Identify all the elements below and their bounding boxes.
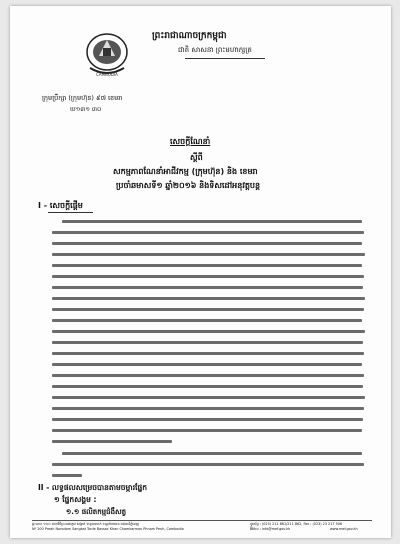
section-2-subsubheading: ១.១ ផលិតកម្មជំងឺសត្វ [66,508,127,516]
footer-address-en: Nº 200 Preah Norodom Sangkat Tonle Bassac Khan Chamkarmon Phnom Penh, Cambodia [32,527,184,531]
document-page [10,6,391,538]
kingdom-motto: ជាតិ សាសនា ព្រះមហាក្សត្រ [178,46,252,54]
section-2-subheading: ១ ផ្នែកសង្គម : [54,495,97,504]
footer-email: អ៊ីម៉ែល : info@mef.gov.kh [250,527,291,531]
ministry-seal-logo [82,28,132,82]
document-title-line4: ប្រចាំឆមាសទី១ ឆ្នាំ២០១៦ និងទិសដៅអនុវត្តបន្ត [116,181,261,190]
footer-phone: ទូរស័ព្ទ : (023) 211 861/211 862, Fax : (023) 23 217 506 [250,522,343,526]
section-1-underline [48,212,93,213]
document-title-line2: ស្តីពី [190,153,203,162]
svg-text:CAMBODIA: CAMBODIA [96,72,118,77]
footer-website: www.mef.gov.kh [330,527,358,531]
footer-divider [32,520,372,521]
ministry-reference-number: ឃ១៣១ ៣០ [70,106,102,113]
document-title-line1: សេចក្តីណែនាំ [170,137,211,146]
footer-address: ផ្ទះលេខ ១០០ មហាវិថីព្រះនរោត្តម សង្កាត់ ទន្លេបាសាក់ ខណ្ឌចំការមន រាជធានីភ្នំពេញ [32,522,139,526]
header-divider [185,58,265,59]
kingdom-title: ព្រះរាជាណាចក្រកម្ពុជា [152,31,227,41]
document-title-line3: សកម្មភាពណែនាំអាជីវកម្ម (ក្រុមហ៊ុន) និង ខេមរា [113,167,258,176]
section-2-heading: II - លទ្ធផលសម្រេចបានតាមចម្ការផ្នែក [38,483,147,492]
ministry-reference: ក្រុមប្រឹក្សា (ក្រុមហ៊ុន) ៩៧ ខេមរា [42,94,123,102]
section-1-heading: I - សេចក្តីផ្តើម [38,201,83,210]
